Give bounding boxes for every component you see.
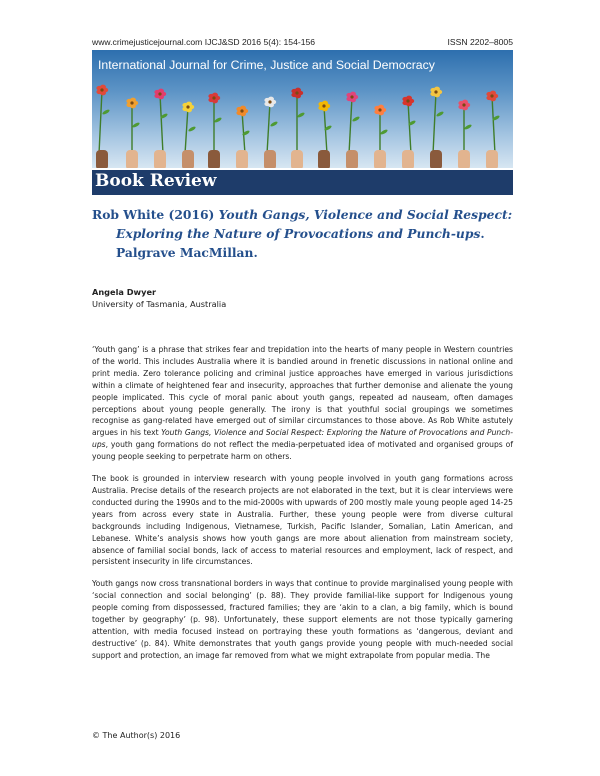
hand [154, 150, 166, 168]
flower-petal [212, 93, 218, 98]
flower-stem [99, 90, 102, 154]
flower-center [240, 109, 243, 112]
flower-center [186, 105, 189, 108]
flower-leaf [297, 112, 306, 119]
flower-petal [406, 96, 412, 101]
flower-stem [160, 94, 163, 154]
section-label: Book Review [95, 171, 217, 191]
flower-petal [322, 101, 328, 106]
hand [346, 150, 358, 168]
flower-petal [295, 88, 301, 93]
journal-banner [92, 50, 513, 168]
flower-stem [433, 92, 436, 154]
hand [182, 150, 194, 168]
flower-center [158, 92, 161, 95]
flower-center [434, 90, 437, 93]
hand [374, 150, 386, 168]
flower-center [212, 96, 215, 99]
flower-leaf [380, 129, 389, 136]
flower-leaf [270, 121, 279, 128]
flower-leaf [132, 122, 141, 129]
flower-center [350, 95, 353, 98]
flower-center [462, 103, 465, 106]
flower-petal [378, 105, 384, 110]
flower-center [406, 99, 409, 102]
flower-stem [408, 101, 411, 154]
flower-petal [462, 100, 468, 105]
flower-leaf [436, 111, 445, 118]
book-publisher: Palgrave MacMillan. [116, 245, 258, 260]
flower-leaf [102, 109, 111, 116]
flower-stem [267, 102, 270, 154]
book-author-year: Rob White (2016) [92, 207, 219, 222]
issn: ISSN 2202–8005 [447, 37, 513, 47]
flower-petal [186, 102, 192, 107]
flower-leaf [188, 126, 197, 133]
inline-book-title: Youth Gangs, Violence and Social Respect: Exploring the Nature of Provocations and Punch-ups [92, 428, 513, 450]
flower-petal [350, 92, 356, 97]
hand [486, 150, 498, 168]
flower-petal [240, 106, 246, 111]
flower-leaf [214, 117, 223, 124]
flower-stem [185, 107, 188, 154]
flower-petal [490, 91, 496, 96]
reviewer-name: Angela Dwyer [92, 287, 157, 297]
section-heading-bar [92, 170, 513, 195]
hand [236, 150, 248, 168]
flower-leaf [464, 124, 473, 131]
flower-center [378, 108, 381, 111]
flower-center [130, 101, 133, 104]
hand [318, 150, 330, 168]
flower-leaf [352, 116, 361, 123]
flower-center [100, 88, 103, 91]
hand [264, 150, 276, 168]
flower-center [295, 91, 298, 94]
hand [430, 150, 442, 168]
flower-center [490, 94, 493, 97]
journal-citation: www.crimejusticejournal.com IJCJ&SD 2016 5(4): 154-156 [92, 37, 316, 47]
flower-center [322, 104, 325, 107]
hand [402, 150, 414, 168]
copyright-footer: © The Author(s) 2016 [92, 731, 181, 740]
flower-center [268, 100, 271, 103]
hand [208, 150, 220, 168]
hand [96, 150, 108, 168]
flower-petal [434, 87, 440, 92]
book-title-part1: Youth Gangs, Violence and Social Respect: [218, 207, 513, 222]
reviewer-block [92, 286, 226, 310]
paragraph: The book is grounded in interview research with young people involved in youth gang formations across Australia. Precise details of the research projects are not elaborated in the text, but it is clear interviews were conducted during the 1990s and to the mid-2000s with upwards of 200 mostly male young people aged 14-25 years from across every state in Australia. Further, these young people were from diverse cultural backgrounds including Indigenous, Vietnamese, Turkish, Pacific Islander, Somalian, Latin American, and Lebanese. White’s analysis shows how youth gangs are more about alienation from mainstream society, absence of familial social bonds, lack of access to material resources and employment, lack of respect, and persistent insecurity in life circumstances. [92, 474, 513, 567]
paragraph: Youth gangs now cross transnational borders in ways that continue to provide marginalised young people with ‘social connection and social belonging’ (p. 88). They provide familial-like support for Indigenous young people coming from dispossessed, fractured families; they are ‘akin to a clan, a big family, which is bound together by geography’ (p. 98). Unfortunately, these support elements are not those typically garnering attention, with media focused instead on portraying these youth formations as ‘dangerous, deviant and destructive’ (p. 84). White demonstrates that youth gangs provide young people with much-needed social support and protection, an image far removed from what we might extrapolate from popular media. The [92, 579, 513, 660]
flower-stem [492, 96, 495, 154]
flower-petal [268, 97, 274, 102]
flower-petal [130, 98, 136, 103]
review-body [92, 344, 513, 672]
hand [291, 150, 303, 168]
hand [126, 150, 138, 168]
flower-petal [100, 85, 106, 90]
flower-petal [158, 89, 164, 94]
journal-title: International Journal for Crime, Justice and Social Democracy [98, 58, 435, 72]
book-title-part2: Exploring the Nature of Provocations and Punch-ups [116, 226, 481, 241]
reviewer-affiliation: University of Tasmania, Australia [92, 299, 227, 309]
paragraph: ‘Youth gang’ is a phrase that strikes fear and trepidation into the hearts of many people in Western countries of the world. This includes Australia where it is bandied around in frenetic discussions in national online and print media. Zero tolerance policing and criminal justice approaches have emerged in various jurisdictions within a climate of heightened fear and insecurity, approaches that further demonise and alienate the young people implicated. This cycle of moral panic about youth gangs, repeated ad nauseam, often damages perceptions about young people generally. The irony is that youthful social groupings we sometimes recognise as gang-related have emerged out of similar circumstances to those above. As Rob White astutely argues in his text Youth Gangs, Violence and Social Respect: Exploring the Nature of Provocations and Punch-ups, youth gang formations do not reflect the media-perpetuated idea of motivated and organised groups of young people seeking to perpetrate harm on others. [92, 345, 513, 462]
hand [458, 150, 470, 168]
flower-stem [349, 97, 352, 154]
